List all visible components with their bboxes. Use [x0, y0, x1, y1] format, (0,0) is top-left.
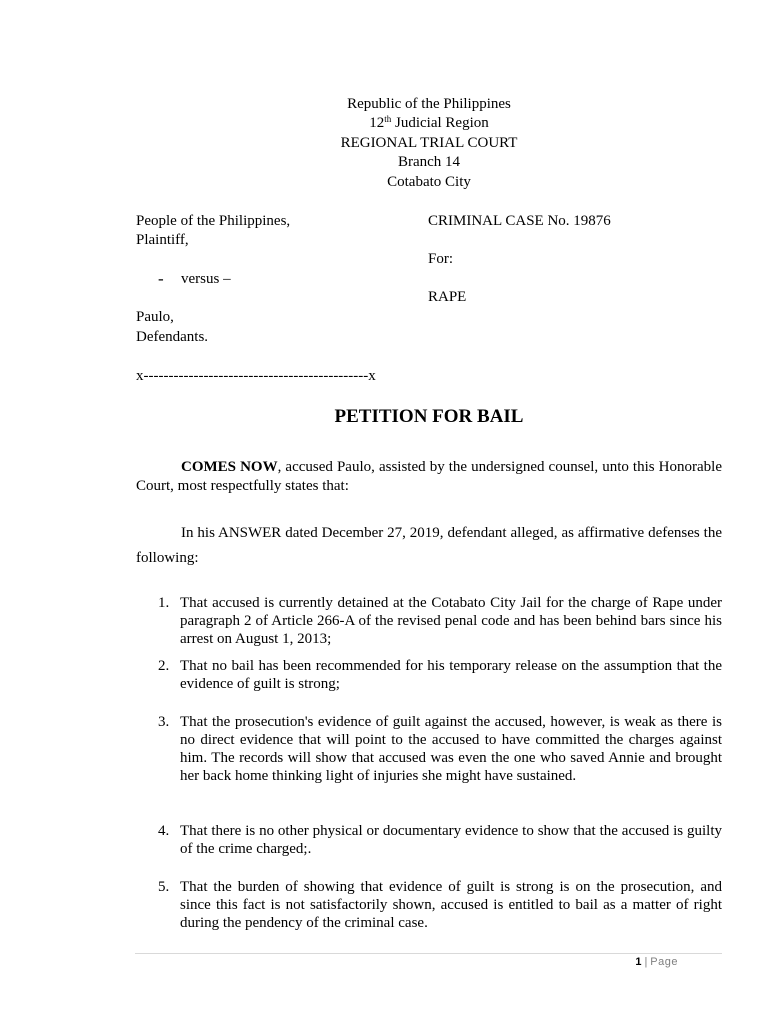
list-item-text: That there is no other physical or documentary evidence to show that the accused is guilty of the crime charged;.: [180, 823, 722, 857]
versus-dash: -: [158, 269, 164, 288]
header-court: REGIONAL TRIAL COURT: [340, 135, 518, 151]
crime-charged: RAPE: [428, 289, 467, 305]
page-footer: [635, 956, 678, 968]
header-city: Cotabato City: [387, 174, 471, 190]
list-item-number: 4.: [158, 823, 170, 839]
intro-lead: COMES NOW: [181, 459, 278, 475]
region-number: 12: [369, 115, 385, 131]
answer-text: In his ANSWER dated December 27, 2019, defendant alleged, as affirmative defenses the following:: [136, 525, 722, 566]
versus-text: versus –: [181, 271, 231, 287]
list-item-text: That the burden of showing that evidence of guilt is strong is on the prosecution, and since this fact is not satisfactorily shown, accused is entitled to bail as a matter of right during the pendency of the criminal case.: [180, 879, 722, 931]
defendant-name: Paulo,: [136, 309, 174, 325]
list-item-number: 2.: [158, 658, 170, 674]
answer-paragraph: [136, 521, 722, 571]
footer-divider: [135, 953, 722, 954]
header-judicial-region: [0, 114, 768, 134]
region-suffix: th: [384, 114, 392, 124]
page-number: 1: [635, 956, 642, 968]
plaintiff-name: People of the Philippines,: [136, 213, 291, 229]
footer-separator: |: [644, 956, 648, 968]
list-item-number: 1.: [158, 595, 170, 611]
intro-paragraph: [136, 458, 722, 496]
list-item-text: That accused is currently detained at the Cotabato City Jail for the charge of Rape under paragraph 2 of Article 266-A of the revised penal code and has been behind bars since his arrest on August 1, 2013;: [180, 595, 722, 647]
caption-separator: x---------------------------------------------x: [136, 368, 376, 384]
case-for-label: For:: [428, 251, 454, 267]
defendant-role: Defendants.: [136, 329, 209, 345]
plaintiff-role: Plaintiff,: [136, 232, 189, 248]
list-item-number: 5.: [158, 879, 170, 895]
header-republic: Republic of the Philippines: [347, 96, 511, 112]
header-branch: Branch 14: [397, 154, 461, 170]
case-number: CRIMINAL CASE No. 19876: [428, 213, 611, 229]
list-item-text: That no bail has been recommended for his temporary release on the assumption that the evidence of guilt is strong;: [180, 658, 722, 692]
document-title: PETITION FOR BAIL: [334, 406, 524, 427]
region-label: Judicial Region: [391, 115, 489, 131]
list-item-number: 3.: [158, 714, 170, 730]
list-item-text: That the prosecution's evidence of guilt against the accused, however, is weak as there is no direct evidence that will point to the accused to have committed the charges against him. The records will show that accused was even the one who saved Annie and brought her back home thinking light of injuries she might have sustained.: [180, 714, 722, 784]
page-label: Page: [650, 956, 678, 968]
intro-text: , accused Paulo, assisted by the undersigned counsel, unto this Honorable Court, most respectfully states that:: [136, 459, 722, 494]
